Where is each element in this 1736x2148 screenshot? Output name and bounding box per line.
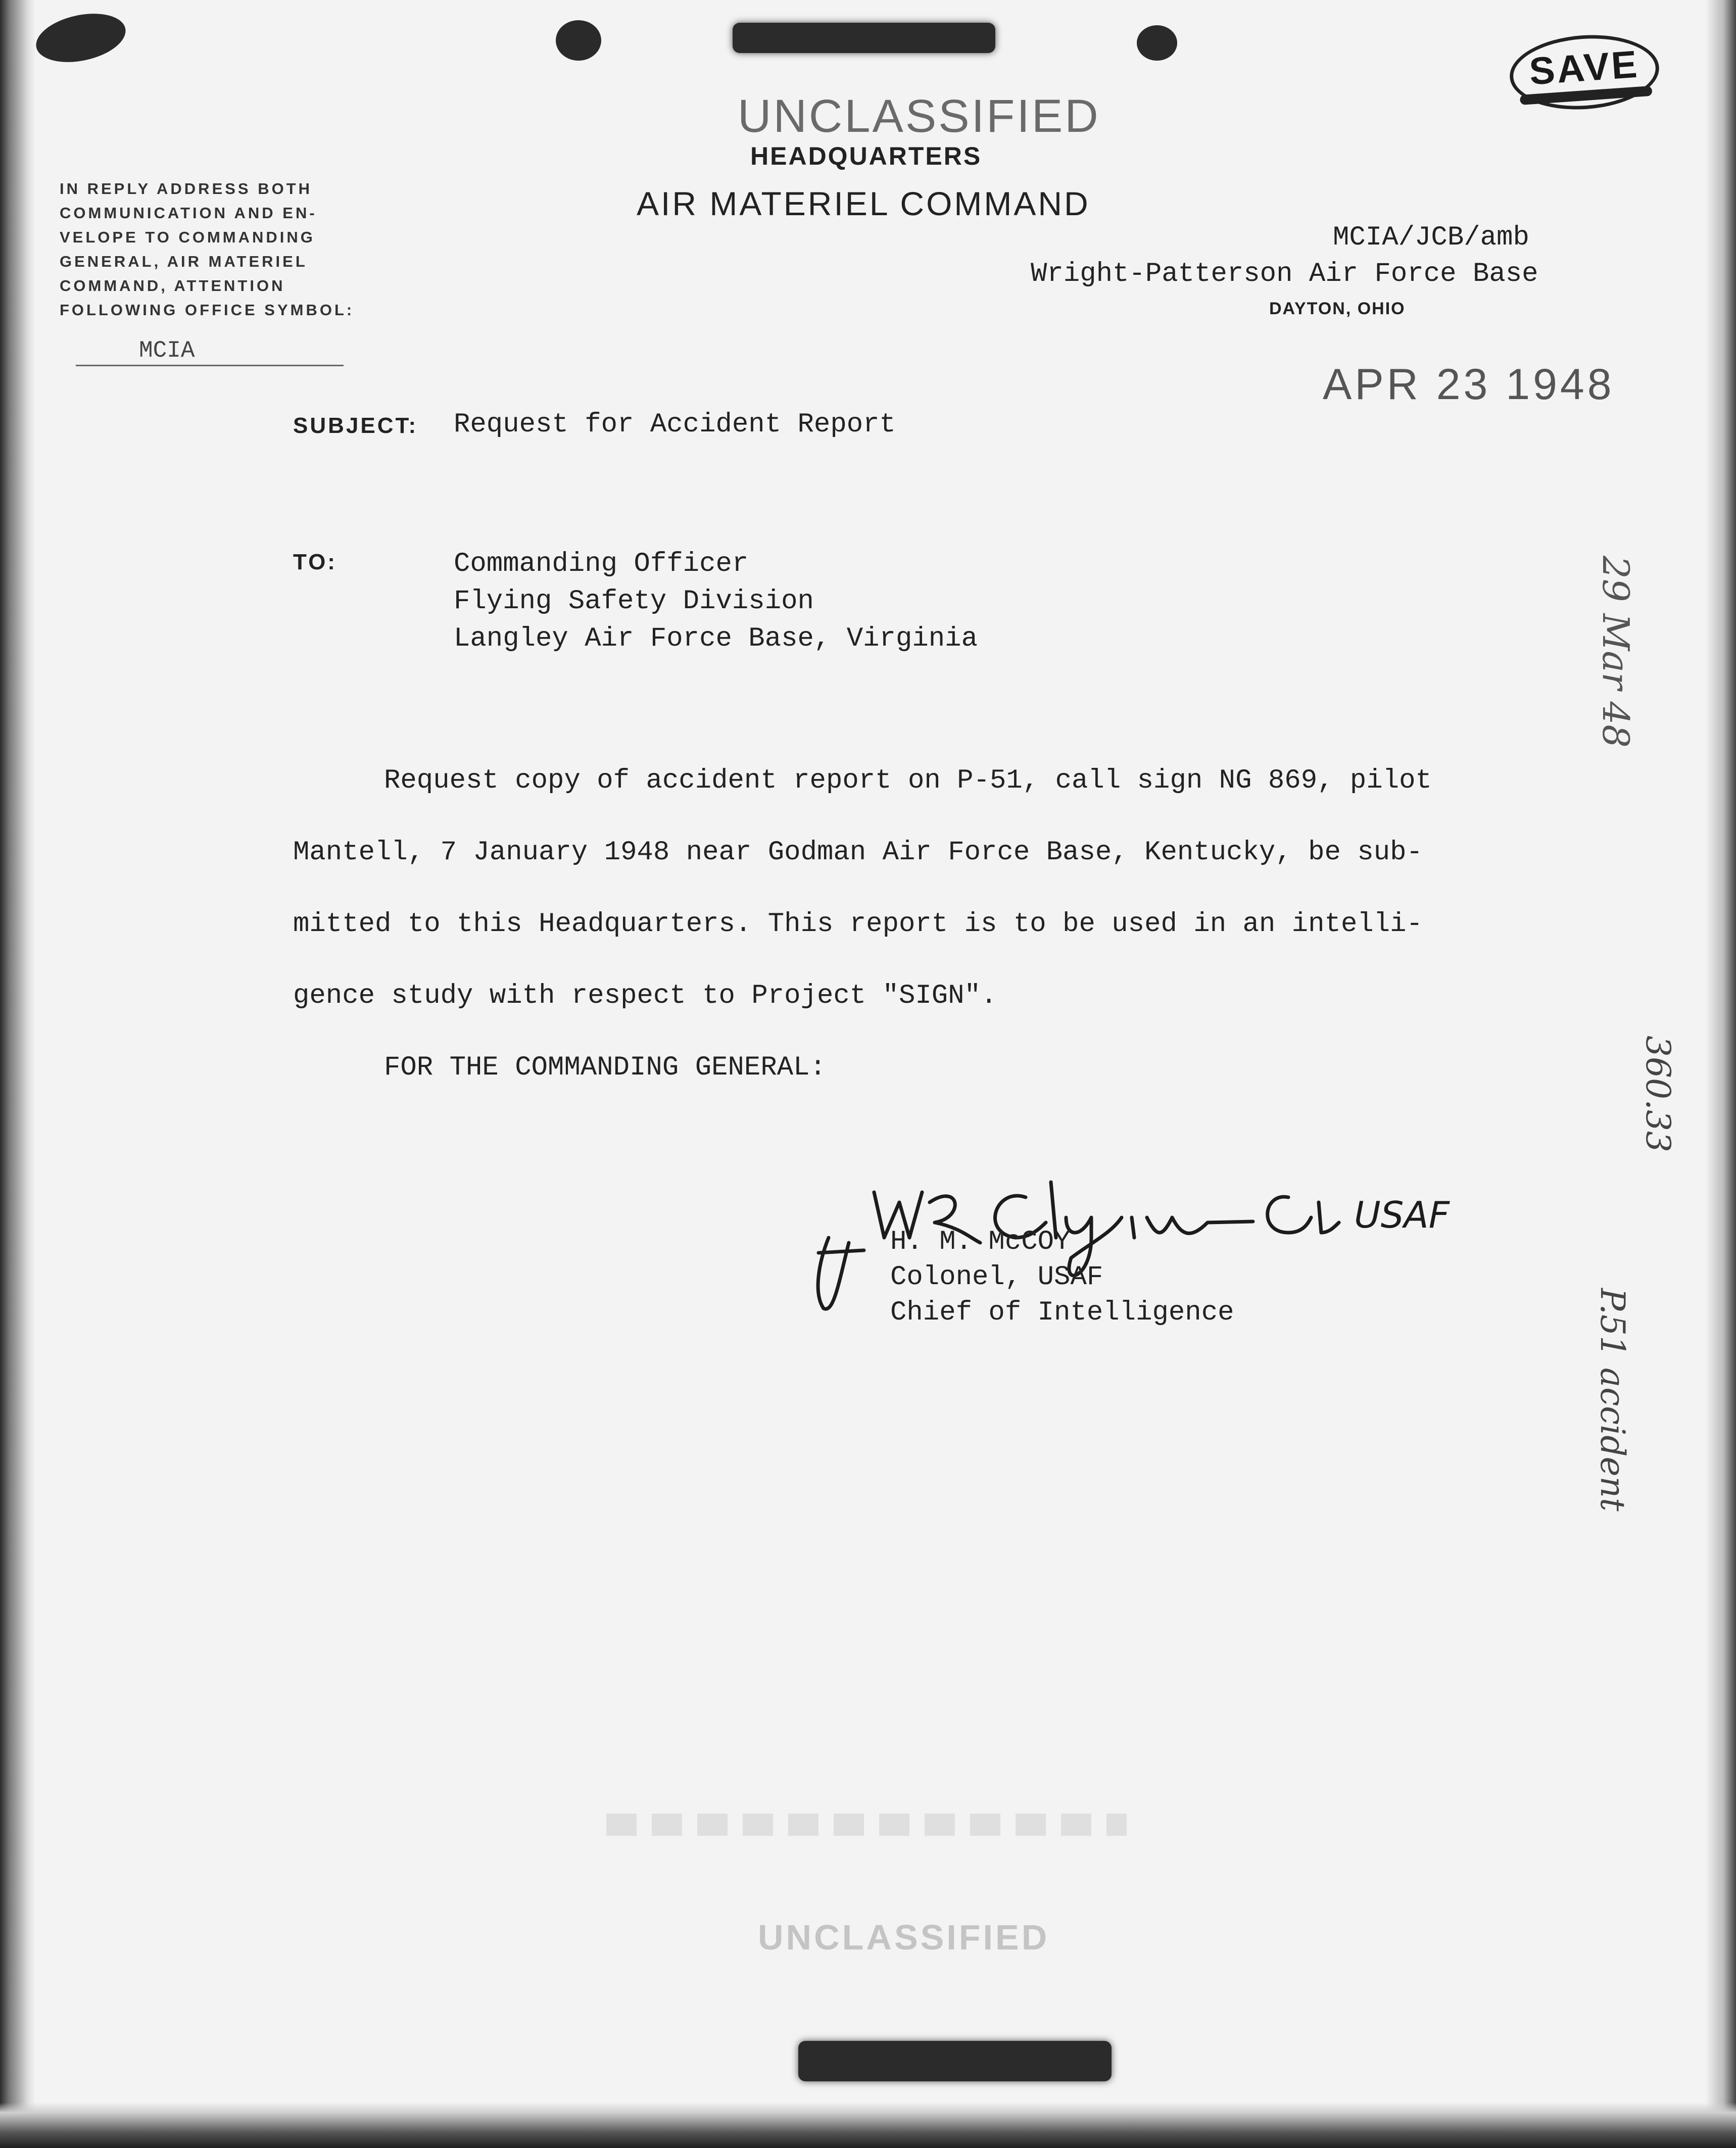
command-heading: AIR MATERIEL COMMAND xyxy=(637,185,1090,222)
save-stamp-text: SAVE xyxy=(1528,42,1641,93)
body-line: gence study with respect to Project "SIGN". xyxy=(293,981,997,1011)
scan-edge-bottom xyxy=(0,2103,1736,2148)
body-line: Request copy of accident report on P-51, call sign NG 869, pilot xyxy=(384,765,1432,796)
signatory-name: H. M. McCOY xyxy=(890,1227,1071,1257)
scan-edge-left xyxy=(0,0,35,2148)
signatory-rank: Colonel, USAF xyxy=(890,1262,1103,1293)
signatory-title: Chief of Intelligence xyxy=(890,1297,1234,1328)
reference-code: MCIA/JCB/amb xyxy=(1333,222,1529,253)
reply-line: IN REPLY ADDRESS BOTH xyxy=(60,180,313,198)
svg-text:USAF: USAF xyxy=(1354,1194,1450,1236)
headquarters-heading: HEADQUARTERS xyxy=(750,142,982,170)
subject-text: Request for Accident Report xyxy=(454,409,896,440)
subject-label: SUBJECT: xyxy=(293,413,418,438)
classification-bottom: UNCLASSIFIED xyxy=(758,1918,1050,1957)
margin-note-2: 360.33 xyxy=(1638,1036,1677,1152)
sender-base: Wright-Patterson Air Force Base xyxy=(1031,259,1538,289)
addressee-line: Commanding Officer xyxy=(454,549,749,579)
office-symbol-underline xyxy=(76,365,344,366)
bleed-through-text xyxy=(606,1814,1127,1836)
scan-edge-right xyxy=(1706,0,1736,2148)
reply-line: COMMUNICATION AND EN- xyxy=(60,204,317,222)
reply-line: COMMAND, ATTENTION xyxy=(60,277,285,295)
body-line: mitted to this Headquarters. This report is to be used in an intelli- xyxy=(293,909,1423,940)
margin-note-1: 29 Mar 48 xyxy=(1595,556,1637,748)
reply-line: FOLLOWING OFFICE SYMBOL: xyxy=(60,301,355,319)
margin-note-3: P.51 accident xyxy=(1593,1288,1632,1511)
reply-line: VELOPE TO COMMANDING xyxy=(60,228,315,246)
reply-line: GENERAL, AIR MATERIEL xyxy=(60,253,308,270)
binding-hole-middle xyxy=(556,20,601,61)
binding-hole-right xyxy=(1137,25,1177,61)
to-label: TO: xyxy=(293,550,337,574)
redaction-bottom xyxy=(798,2041,1112,2081)
classification-top: UNCLASSIFIED xyxy=(738,90,1100,142)
redaction-top xyxy=(733,23,995,53)
binding-hole-left xyxy=(32,6,130,69)
sender-city: DAYTON, OHIO xyxy=(1269,299,1406,318)
office-symbol: MCIA xyxy=(139,337,195,364)
save-stamp xyxy=(1507,30,1661,114)
body-line: Mantell, 7 January 1948 near Godman Air Force Base, Kentucky, be sub- xyxy=(293,837,1423,868)
reply-instructions xyxy=(60,177,354,322)
closing-line: FOR THE COMMANDING GENERAL: xyxy=(384,1052,826,1083)
addressee-line: Langley Air Force Base, Virginia xyxy=(454,623,978,654)
addressee-line: Flying Safety Division xyxy=(454,586,814,617)
date-stamp: APR 23 1948 xyxy=(1323,360,1615,409)
